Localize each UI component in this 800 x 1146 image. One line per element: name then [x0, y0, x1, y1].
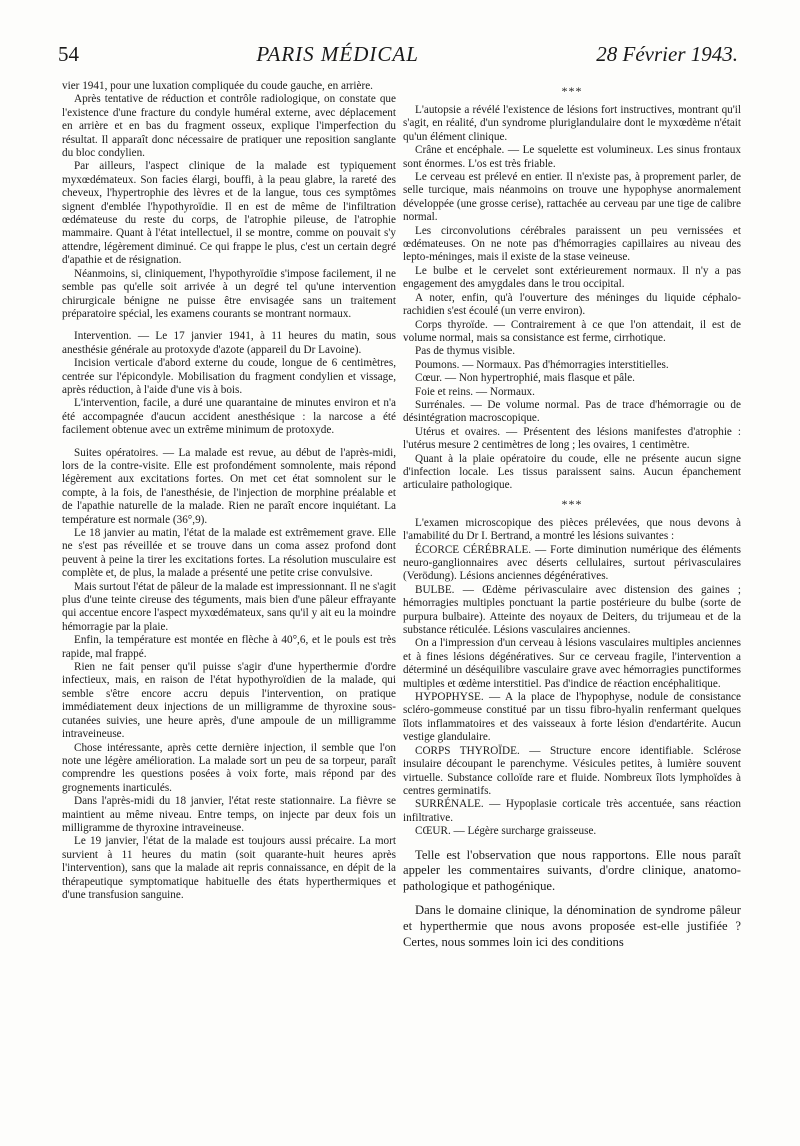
paragraph: Mais surtout l'état de pâleur de la malade est impressionnant. Il ne s'agit plus d'une teinte cireuse des téguments, mais bien d'une pâleur effrayante qui accentue encore l'aspect myxœdémateux, sans qu'il y ait eu la moindre hémorragie par la plaie. — [62, 580, 396, 633]
left-column — [62, 80, 396, 902]
paragraph: L'autopsie a révélé l'existence de lésions fort instructives, montrant qu'il s'agit, en réalité, d'un syndrome pluriglandulaire dont le myxœdème n'était qu'un élément clinique. — [403, 104, 741, 143]
right-column — [403, 80, 741, 950]
paragraph: Dans le domaine clinique, la dénomination de syndrome pâleur et hyperthermie que nous avons proposée est-elle justifiée ? Certes, nous sommes loin ici des conditions — [403, 903, 741, 949]
paragraph: Pas de thymus visible. — [415, 345, 516, 358]
paragraph: L'intervention, facile, a duré une quarantaine de minutes environ et n'a été accompagnée d'aucun accident anesthésique : la narcose a été facilement obtenue avec un extrême minimum de protoxyde. — [62, 397, 396, 437]
paragraph: A noter, enfin, qu'à l'ouverture des méninges du liquide céphalo-rachidien s'est écoulé (un verre environ). — [403, 291, 741, 318]
paragraph: vier 1941, pour une luxation compliquée du coude gauche, en arrière. — [62, 80, 373, 92]
page-header — [58, 42, 738, 82]
paragraph: Foie et reins. — Normaux. — [415, 385, 535, 398]
section-separator: *** — [561, 84, 583, 98]
paragraph: Intervention. — Le 17 janvier 1941, à 11 heures du matin, sous anesthésie générale au protoxyde d'azote (appareil du Dr Lavoine). — [62, 330, 396, 356]
paragraph: Par ailleurs, l'aspect clinique de la malade est typiquement myxœdémateux. Son facies élargi, bouffi, à la peau glabre, la rareté des cheveux, l'hypertrophie des lèvres et de la langue, tous ces symptômes signent d'emblée l'hypothyroïdie. Il en est de même de l'infiltration œdémateuse du reste du corps, de l'atrophie pileuse, de l'atrophie mammaire. Quant à l'état intellectuel, il se montre, comme on pouvait s'y attendre, légèrement diminué. Ce qui frappe le plus, c'est un certain degré d'apathie et de résignation. — [62, 160, 396, 267]
paragraph: Rien ne fait penser qu'il puisse s'agir d'une hyperthermie d'ordre infectieux, mais, en raison de l'état hypothyroïdien de la malade, qui semble s'être encore accru depuis l'intervention, on pratique immédiatement deux injections de un milligramme de thyroxine sous-cutanées suivies, une heure après, d'une ampoule de un milligramme intraveineuse. — [62, 661, 396, 741]
issue-date: 28 Février 1943. — [596, 42, 738, 66]
paragraph: Utérus et ovaires. — Présentent des lésions manifestes d'atrophie : l'utérus mesure 2 centimètres de long ; les ovaires, 1 centimètre. — [403, 425, 741, 452]
paragraph: Enfin, la température est montée en flèche à 40°,6, et le pouls est très rapide, mal frappé. — [62, 634, 396, 660]
paragraph: Telle est l'observation que nous rapportons. Elle nous paraît appeler les commentaires suivants, d'ordre clinique, anatomo-pathologique et pathogénique. — [403, 847, 741, 893]
journal-title: PARIS MÉDICAL — [256, 42, 419, 66]
paragraph: Le bulbe et le cervelet sont extérieurement normaux. Il n'y a pas engagement des amygdales dans le trou occipital. — [403, 264, 741, 291]
paragraph: Le 19 janvier, l'état de la malade est toujours aussi précaire. La mort survient à 11 heures du matin (soit quarante-huit heures après l'intervention), sans que la malade ait repris connaissance, en dépit de la thérapeutique symptomatique habituelle des états hyperthermiques et d'une transfusion sanguine. — [62, 835, 396, 901]
paragraph: HYPOPHYSE. — A la place de l'hypophyse, nodule de consistance scléro-gommeuse constitué par un tissu fibro-hyalin renfermant quelques îlots inflammatoires et des vaisseaux à forte lésion d'endartérite. Aucun vestige glandulaire. — [403, 691, 741, 744]
paragraph: Surrénales. — De volume normal. Pas de trace d'hémorragie ou de désintégration macroscopique. — [403, 398, 741, 425]
paragraph: Quant à la plaie opératoire du coude, elle ne présente aucun signe d'infection locale. Les tissus paraissent sains. Aucun épanchement articulaire pathologique. — [403, 452, 741, 492]
section-separator: *** — [561, 496, 583, 511]
paragraph: On a l'impression d'un cerveau à lésions vasculaires multiples anciennes et à fines lésions dégénératives. Sur ce cerveau fragile, l'intervention a déterminé un déséquilibre vasculaire grave avec hémorragies punctiformes multiples et œdème interstitiel. Pas d'indice de réaction encéphalitique. — [403, 637, 741, 690]
paragraph: Le cerveau est prélevé en entier. Il n'existe pas, à proprement parler, de selle turcique, mais néanmoins on trouve une hypophyse anormalement développée (une grosse cerise), rattachée au cerveau par une tige de calibre normal. — [403, 171, 741, 224]
paragraph: CORPS THYROÏDE. — Structure encore identifiable. Sclérose insulaire découpant le parenchyme. Vésicules petites, à lumière souvent virtuelle. Substance colloïde rare et fluide. Nombreux îlots lymphoïdes à centres germinatifs. — [403, 744, 741, 797]
paragraph: Corps thyroïde. — Contrairement à ce que l'on attendait, il est de volume normal, mais sa consistance est ferme, cirrhotique. — [403, 318, 741, 344]
paragraph: Le 18 janvier au matin, l'état de la malade est extrêmement grave. Elle ne s'est pas réveillée et se trouve dans un coma assez profond dont peuvent à peine la tirer les excitations fortes. La résolution musculaire est complète et, de plus, la malade a présenté une petite crise convulsive. — [62, 527, 396, 580]
paragraph: L'examen microscopique des pièces prélevées, que nous devons à l'amabilité du Dr I. Bertrand, a montré les lésions suivantes : — [403, 516, 741, 543]
paragraph: Cœur. — Non hypertrophié, mais flasque et pâle. — [415, 372, 635, 385]
paragraph: Les circonvolutions cérébrales paraissent un peu vernissées et œdémateuses. On ne note pas d'hémorragies capillaires au niveau des lepto-méninges, mais il existe de la stase veineuse. — [403, 224, 741, 264]
paragraph: Chose intéressante, après cette dernière injection, il semble que l'on note une légère amélioration. La malade sort un peu de sa torpeur, paraît comprendre les questions posées à voix forte, mais répond par des grognements inarticulés. — [62, 741, 396, 794]
paragraph: Incision verticale d'abord externe du coude, longue de 6 centimètres, centrée sur l'épicondyle. Mobilisation du fragment condylien et vissage, après réduction, à l'aide d'une vis à bois. — [62, 357, 396, 396]
page-number: 54 — [58, 42, 79, 66]
paragraph: Néanmoins, si, cliniquement, l'hypothyroïdie s'impose facilement, il ne semble pas qu'elle soit arrivée à un degré tel qu'une intervention chirurgicale bénigne ne puisse être envisagée sans un traitement préparatoire spécial, les examens courants se montrant normaux. — [62, 267, 396, 320]
paragraph: Dans l'après-midi du 18 janvier, l'état reste stationnaire. La fièvre se maintient au même niveau. Entre temps, on injecte par deux fois un milligramme de thyroxine intraveineuse. — [62, 795, 396, 834]
paragraph: Suites opératoires. — La malade est revue, au début de l'après-midi, lors de la contre-visite. Elle est profondément somnolente, mais répond légèrement aux excitations fortes. On met cet état somnolent sur le compte, à la fois, de l'anesthésie, de l'injection de morphine préalable et de l'apathie naturelle de la malade. Rien ne paraît encore inquiétant. La température est normale (36°,9). — [62, 446, 396, 526]
paragraph: BULBE. — Œdème périvasculaire avec distension des gaines ; hémorragies multiples ponctuant la partie postérieure du bulbe (sorte de purpura bulbaire). Atteinte des noyaux de Deiters, du trijumeau et de la substance réticulée. Lésions vasculaires anciennes. — [403, 583, 741, 637]
paragraph: Crâne et encéphale. — Le squelette est volumineux. Les sinus frontaux sont énormes. L'os est très friable. — [403, 144, 741, 170]
paragraph: Poumons. — Normaux. Pas d'hémorragies interstitielles. — [415, 358, 669, 371]
paragraph: CŒUR. — Légère surcharge graisseuse. — [415, 825, 597, 838]
paragraph: Après tentative de réduction et contrôle radiologique, on constate que l'existence d'une fracture du condyle huméral externe, avec déplacement en arrière et en bas du fragment osseux, explique l'imperfection du résultat. Il apparaît donc nécessaire de pratiquer une reposition sanglante du bloc condylien. — [62, 93, 396, 160]
paragraph: SURRÉNALE. — Hypoplasie corticale très accentuée, sans réaction infiltrative. — [403, 798, 741, 824]
paragraph: ÉCORCE CÉRÉBRALE. — Forte diminution numérique des éléments neuro-ganglionnaires avec déserts cellulaires, surtout périvasculaires (Verödung). Lésions anciennes dégénératives. — [403, 543, 741, 583]
